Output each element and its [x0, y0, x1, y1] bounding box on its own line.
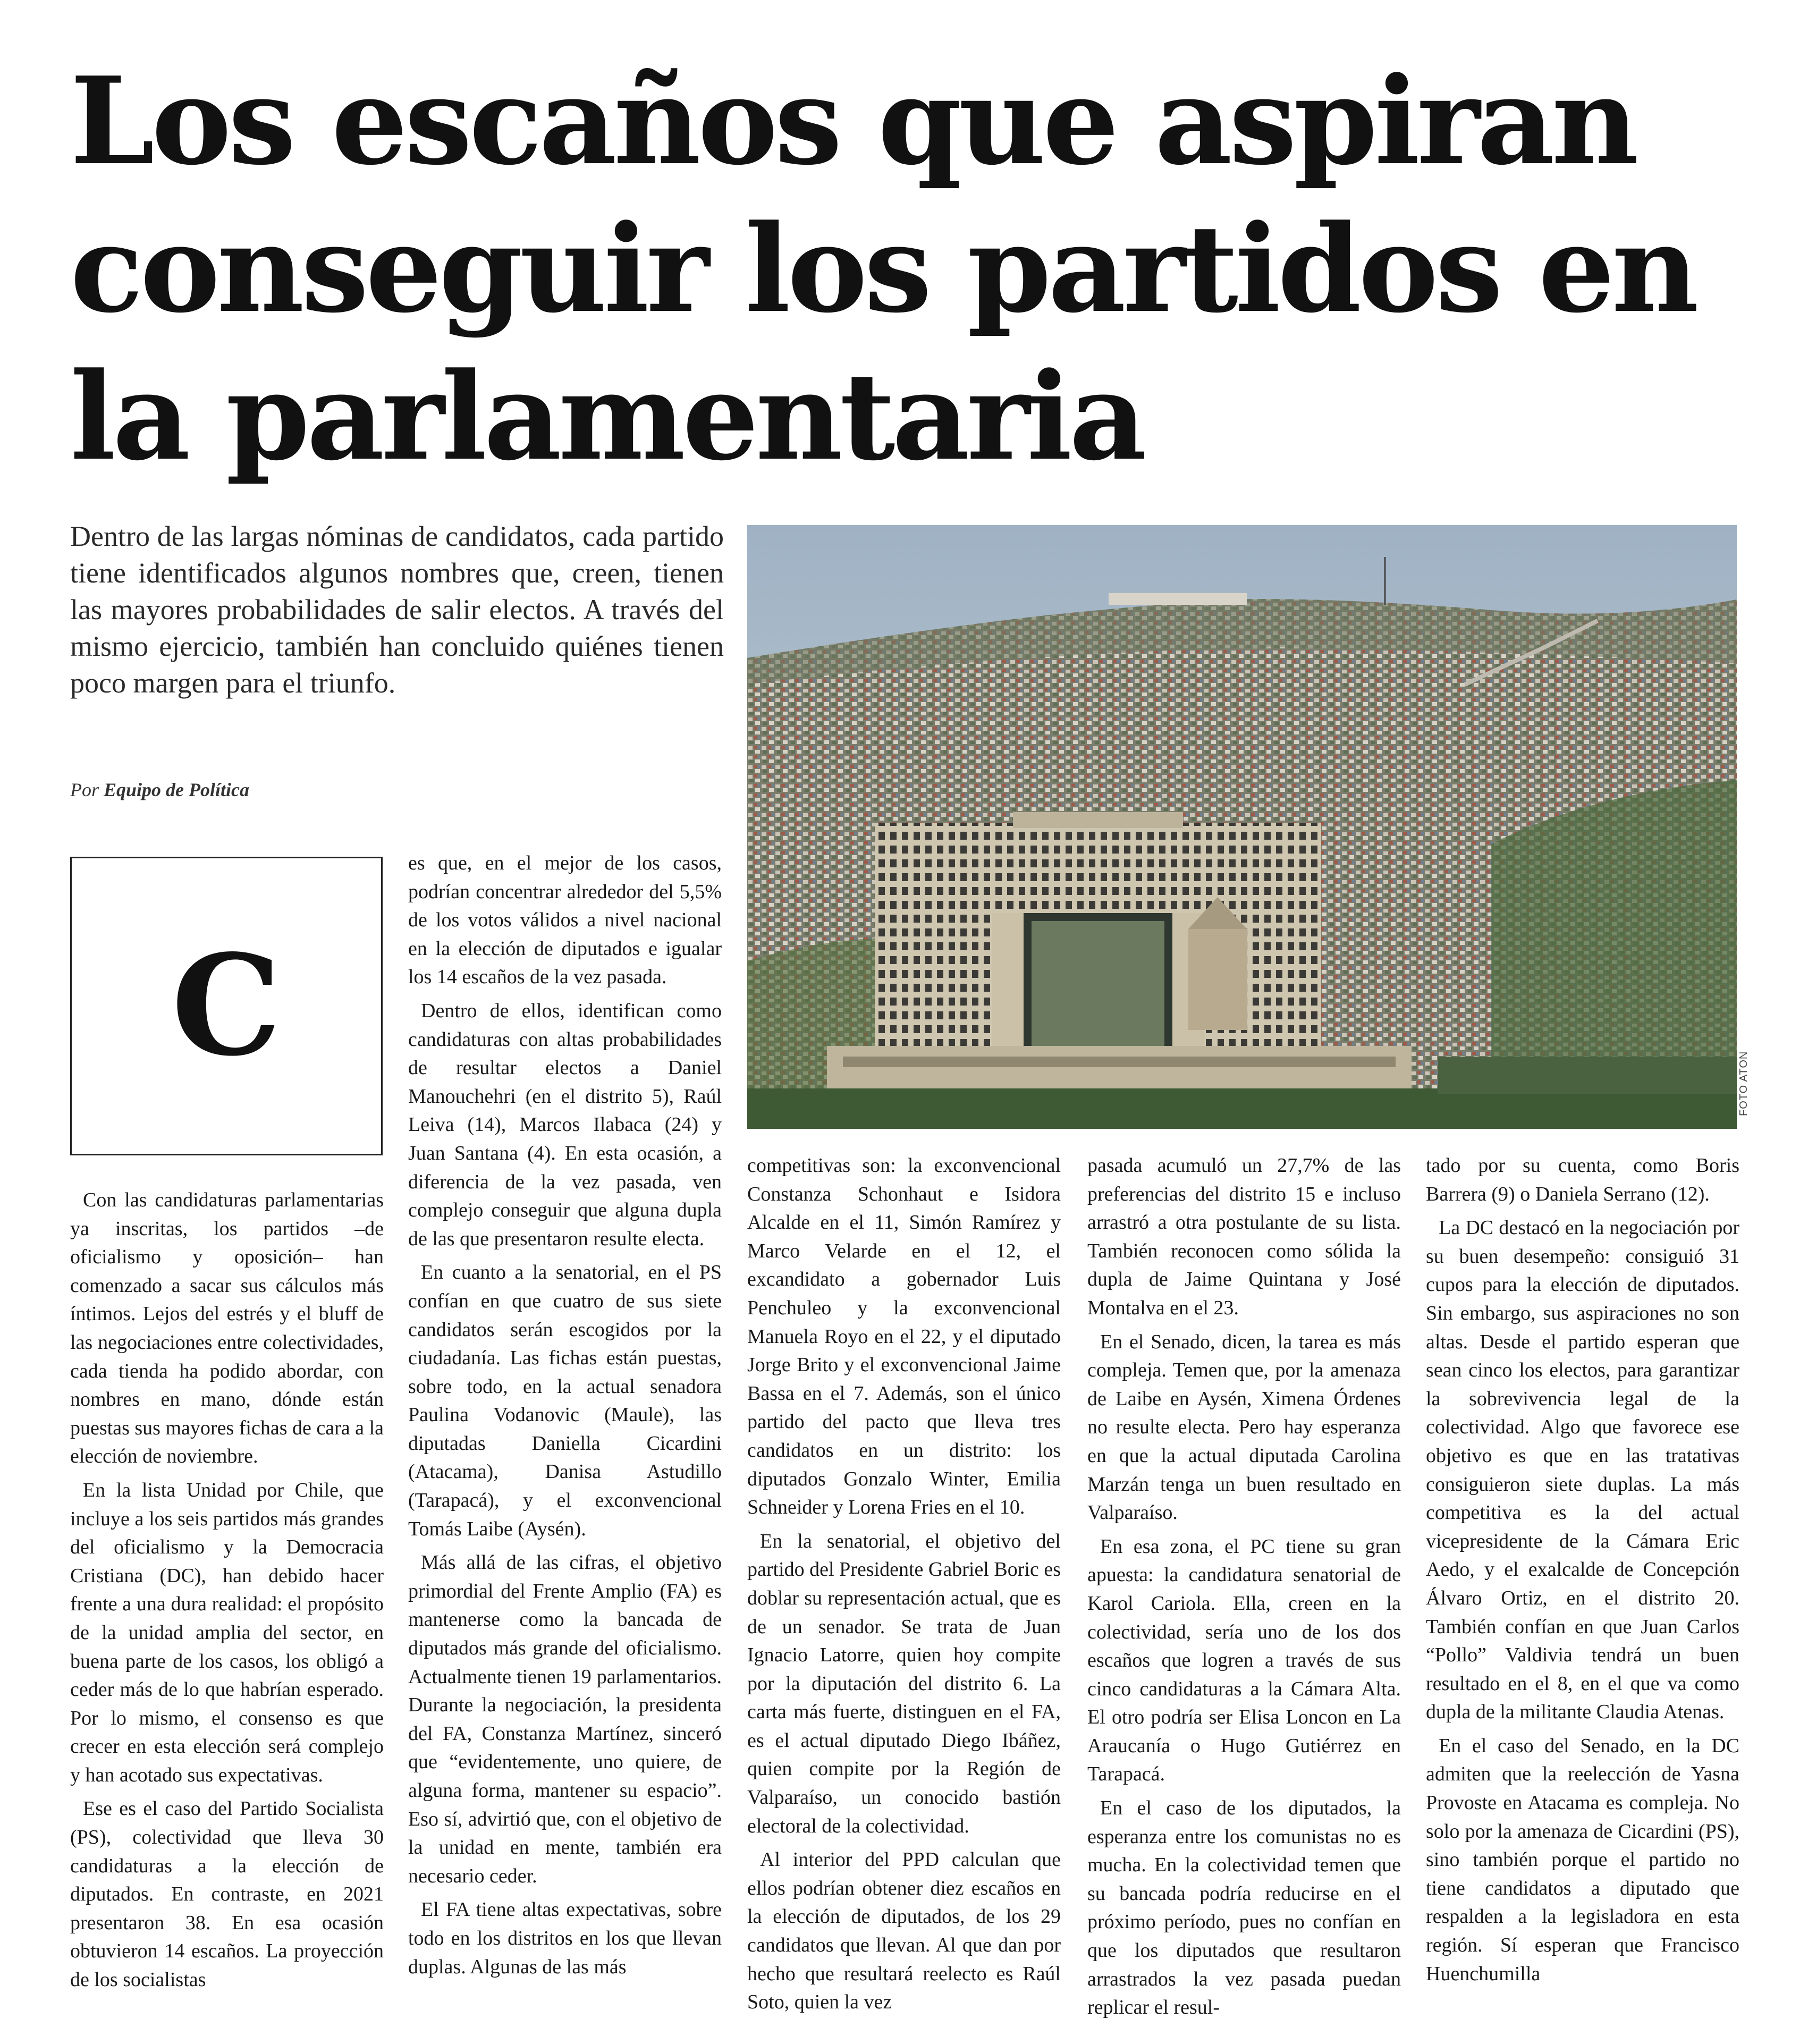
- paragraph: En la senatorial, el objetivo del partido del Presidente Gabriel Boric es doblar su representación actual, que es de un senador. Se trata de Juan Ignacio Latorre, quien hoy compite por la diputación del distrito 6. La carta más fuerte, distinguen en el FA, es el actual diputado Diego Ibáñez, quien compite por la Región de Valparaíso, un conocido bastión electoral de la colectividad.: [747, 1530, 1061, 1837]
- article-column-1: [70, 1186, 384, 2026]
- paragraph: Ese es el caso del Partido Socialista (PS), colectividad que lleva 30 candidaturas a la elección de diputados. En contraste, en 2021 presentaron 38. En esa ocasión obtuvieron 14 escaños. La proyección de los socialistas: [70, 1797, 384, 1991]
- dropcap-letter: C: [171, 925, 282, 1087]
- paragraph: En el caso del Senado, en la DC admiten que la reelección de Yasna Provoste en Atacama es compleja. No solo por la amenaza de Cicardini (PS), sino también porque el partido no tiene candidatos a diputado que respalden a la legisladora en esta región. Sí esperan que Francisco Huenchumilla: [1426, 1734, 1739, 1985]
- headline-line-2: conseguir los partidos en: [70, 199, 1696, 340]
- article-column-3: [747, 1152, 1061, 2026]
- paragraph: En esa zona, el PC tiene su gran apuesta: la candidatura senatorial de Karol Cariola. Ella, creen en la colectividad, sería uno de los dos escaños que logren a través de sus cinco candidaturas a la Cámara Alta. El otro podría ser Elisa Loncon en La Araucanía o Hugo Gutiérrez en Tarapacá.: [1087, 1535, 1401, 1786]
- paragraph: Al interior del PPD calculan que ellos podrían obtener diez escaños en la elección de diputados, de los 29 candidatos que llevan. Al que dan por hecho que resultará reelecto es Raúl Soto, quien la vez: [747, 1848, 1061, 2014]
- paragraph: En cuanto a la senatorial, en el PS confían en que cuatro de sus siete candidatos serán escogidos por la ciudadanía. Las fichas están puestas, sobre todo, en la actual senadora Paulina Vodanovic (Maule), las diputadas Daniella Cicardini (Atacama), Danisa Astudillo (Tarapacá), y el exconvencional Tomás Laibe (Aysén).: [408, 1261, 722, 1540]
- byline: [70, 779, 249, 801]
- byline-prefix: Por: [70, 779, 99, 800]
- headline-line-3: la parlamentaria: [70, 347, 1144, 487]
- article-deck: Dentro de las largas nóminas de candidatos, cada partido tiene identificados algunos nombres que, creen, tienen las mayores probabilidades de salir electos. A través del mismo ejercicio, también han concluido quiénes tienen poco margen para el triunfo.: [70, 520, 724, 699]
- paragraph: En el caso de los diputados, la esperanza entre los comunistas no es mucha. En la colectividad temen que su bancada podría reducirse en el próximo período, pues no confían en que los diputados que resultaron arrastrados la vez pasada puedan replicar el resul-: [1087, 1797, 1401, 2019]
- paragraph: La DC destacó en la negociación por su buen desempeño: consiguió 31 cupos para la elección de diputados. Sin embargo, sus aspiraciones no son altas. Desde el partido esperan que sean cinco los electos, para garantizar la sobrevivencia legal de la colectividad. Algo que favorece ese objetivo es que en las tratativas consiguieron siete duplas. La más competitiva es la del actual vicepresidente de la Cámara Eric Aedo, y el exalcalde de Concepción Álvaro Ortiz, en el distrito 20. También confían en que Juan Carlos “Pollo” Valdivia tendrá un buen resultado en el 8, en el que va como dupla de la militante Claudia Atenas.: [1426, 1217, 1739, 1724]
- byline-author: Equipo de Política: [104, 779, 249, 800]
- article-column-2: [408, 849, 722, 2026]
- photo-credit: FOTO ATON: [1738, 1051, 1750, 1116]
- paragraph-continuation: competitivas son: la exconvencional Constanza Schonhaut e Isidora Alcalde en el 11, Simón Ramírez y Marco Velarde en el 12, el excandidato a gobernador Luis Penchuleo y la exconvencional Manuela Royo en el 22, y el diputado Jorge Brito y el exconvencional Jaime Bassa en el 7. Además, son el único partido del pacto que lleva tres candidatos en un distrito: los diputados Gonzalo Winter, Emilia Schneider y Lorena Fries en el 10.: [747, 1154, 1061, 1519]
- paragraph-continuation: tado por su cuenta, como Boris Barrera (9) o Daniela Serrano (12).: [1426, 1154, 1739, 1205]
- headline: [70, 48, 1744, 491]
- paragraph: El FA tiene altas expectativas, sobre todo en los distritos en los que llevan duplas. Algunas de las más: [408, 1898, 722, 1978]
- congress-photo: [747, 525, 1737, 1129]
- headline-line-1: Los escaños que aspiran: [70, 51, 1636, 192]
- paragraph: En el Senado, dicen, la tarea es más compleja. Temen que, por la amenaza de Laibe en Aysén, Ximena Órdenes no resulte electa. Pero hay esperanza en que la actual diputada Carolina Marzán tenga un buen resultado en Valparaíso.: [1087, 1330, 1401, 1524]
- paragraph: En la lista Unidad por Chile, que incluye a los seis partidos más grandes del oficialismo y la Democracia Cristiana (DC), han debido hacer frente a una dura realidad: el propósito de la unidad amplia del sector, en buena parte de los casos, los obligó a ceder más de lo que habrían esperado. Por lo mismo, el consenso es que crecer en esta elección será complejo y han acotado sus expectativas.: [70, 1479, 384, 1786]
- paragraph-continuation: es que, en el mejor de los casos, podrían concentrar alrededor del 5,5% de los votos válidos a nivel nacional en la elección de diputados e igualar los 14 escaños de la vez pasada.: [408, 852, 722, 989]
- article-column-4: [1087, 1152, 1401, 2026]
- paragraph: Dentro de ellos, identifican como candidaturas con altas probabilidades de resultar electos a Daniel Manouchehri (en el distrito 5), Raúl Leiva (14), Marcos Ilabaca (24) y Juan Santana (4). En esta ocasión, a diferencia de la vez pasada, ven complejo conseguir que alguna dupla de las que presentaron resulte electa.: [408, 999, 722, 1250]
- dropcap-box: [70, 857, 383, 1155]
- paragraph-continuation: pasada acumuló un 27,7% de las preferencias del distrito 15 e incluso arrastró a otra postulante de su lista. También reconocen como sólida la dupla de Jaime Quintana y José Montalva en el 23.: [1087, 1154, 1401, 1319]
- paragraph: Más allá de las cifras, el objetivo primordial del Frente Amplio (FA) es mantenerse como la bancada de diputados más grande del oficialismo. Actualmente tienen 19 parlamentarios. Durante la negociación, la presidenta del FA, Constanza Martínez, sinceró que “evidentemente, uno quiere, de alguna forma, mantener su espacio”. Eso sí, advirtió que, con el objetivo de la unidad en mente, también era necesario ceder.: [408, 1551, 722, 1887]
- paragraph: Con las candidaturas parlamentarias ya inscritas, los partidos –de oficialismo y oposición– han comenzado a sacar sus cálculos más íntimos. Lejos del estrés y el bluff de las negociaciones entre colectividades, cada tienda ha podido abordar, con nombres en mano, dónde están puestas sus mayores fichas de cara a la elección de noviembre.: [70, 1189, 384, 1468]
- article-column-5: [1426, 1152, 1739, 2026]
